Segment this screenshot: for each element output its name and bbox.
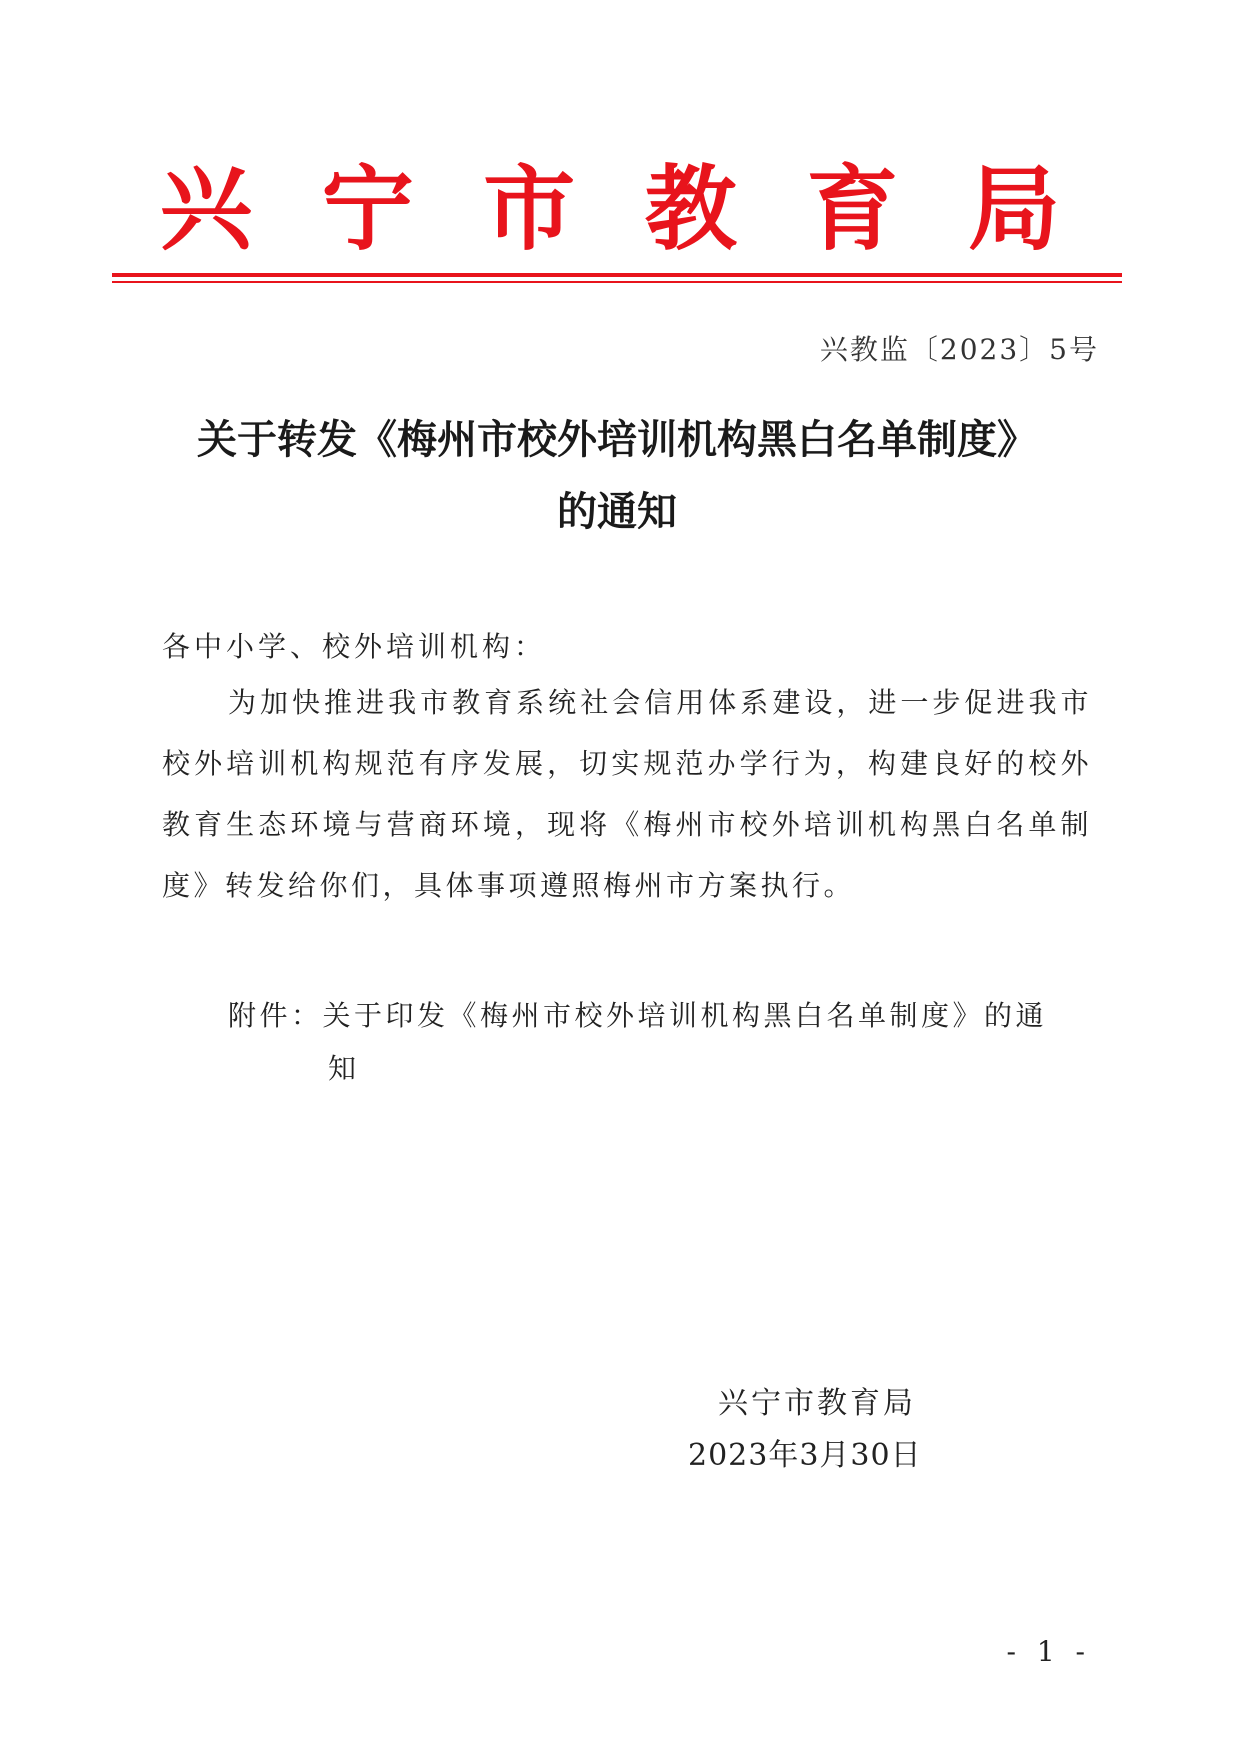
body-paragraph: 为加快推进我市教育系统社会信用体系建设，进一步促进我市校外培训机构规范有序发展，切实规范办学行为，构建良好的校外教育生态环境与营商环境，现将《梅州市校外培训机构黑白名单制度》转发给你们，具体事项遵照梅州市方案执行。 xyxy=(162,686,1092,902)
document-title-line-1: 关于转发《梅州市校外培训机构黑白名单制度》 xyxy=(197,417,1037,463)
attachment-label: 附件： xyxy=(228,999,323,1032)
masthead-char: 局 xyxy=(967,156,1060,263)
page-number: - 1 - xyxy=(1006,1635,1091,1668)
masthead-char: 市 xyxy=(483,156,576,263)
masthead-title xyxy=(160,150,1060,270)
signature-organization: 兴宁市教育局 xyxy=(718,1386,916,1421)
masthead-rule-thick xyxy=(112,273,1122,277)
document-title-line-2: 的通知 xyxy=(557,489,677,535)
document-number: 兴教监〔2023〕5号 xyxy=(819,333,1099,366)
masthead-rule-thin xyxy=(112,281,1122,283)
masthead-char: 教 xyxy=(644,156,737,263)
masthead-char: 育 xyxy=(806,156,899,263)
signature-date: 2023年3月30日 xyxy=(688,1438,922,1473)
masthead-char: 宁 xyxy=(321,156,414,263)
masthead-char: 兴 xyxy=(160,156,253,263)
attachment-continuation: 知 xyxy=(328,1052,360,1085)
salutation: 各中小学、校外培训机构： xyxy=(162,630,547,663)
attachment-text: 关于印发《梅州市校外培训机构黑白名单制度》的通 xyxy=(322,999,1048,1032)
attachment-line xyxy=(228,985,1098,1046)
